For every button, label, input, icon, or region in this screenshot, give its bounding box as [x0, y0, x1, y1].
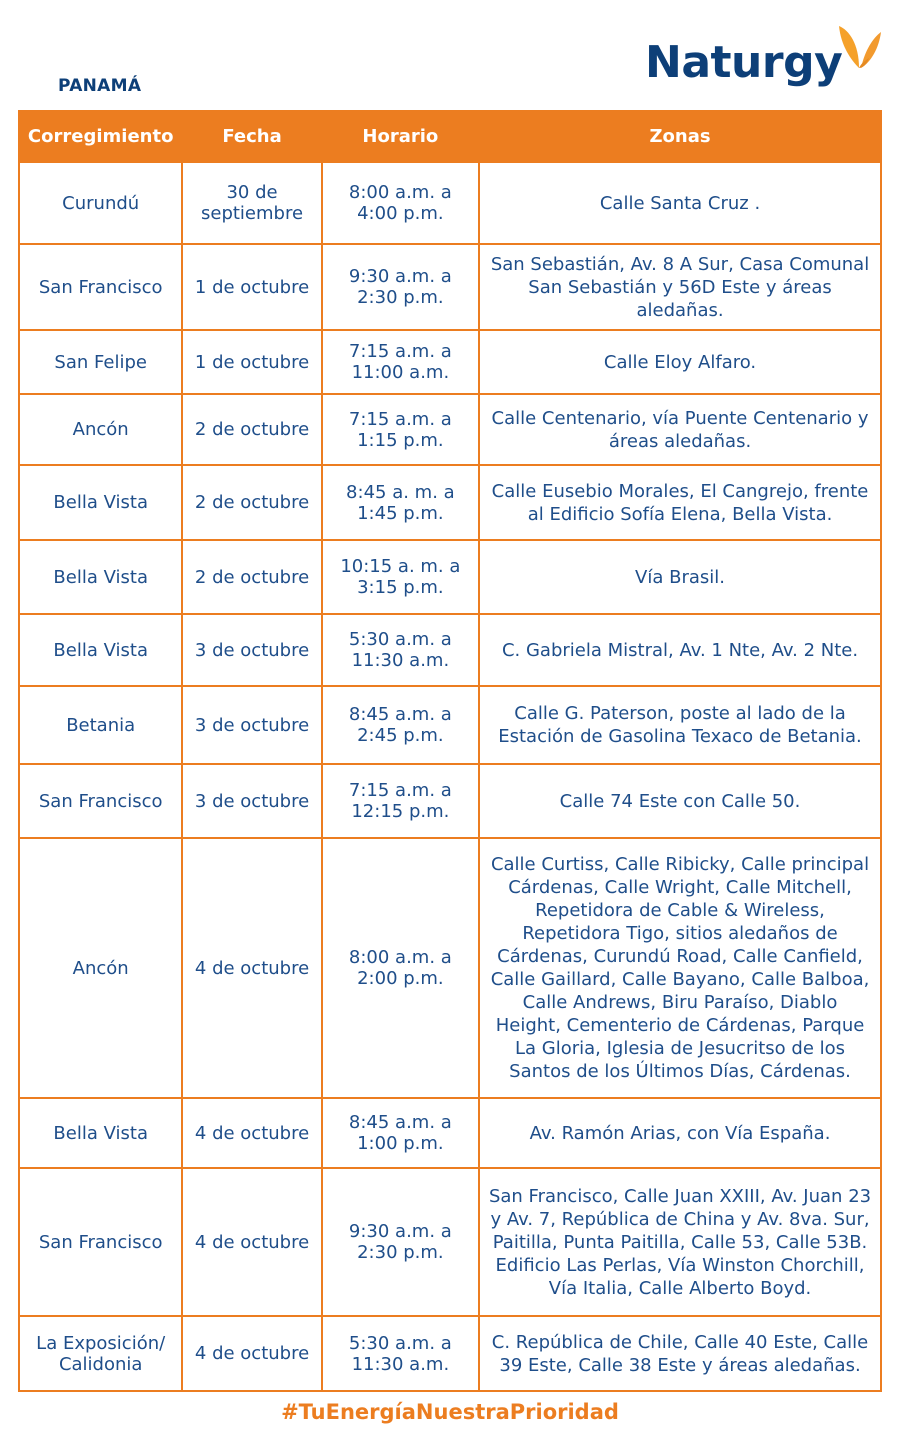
cell-horario: 8:45 a.m. a 1:00 p.m.: [322, 1098, 479, 1168]
cell-corregimiento: San Felipe: [19, 330, 182, 394]
cell-corregimiento: Ancón: [19, 838, 182, 1098]
cell-fecha: 4 de octubre: [182, 1098, 321, 1168]
cell-corregimiento: La Exposición/ Calidonia: [19, 1316, 182, 1391]
table-row: [19, 394, 881, 465]
table-row: [19, 330, 881, 394]
cell-corregimiento: Betania: [19, 686, 182, 764]
cell-fecha: 3 de octubre: [182, 764, 321, 838]
cell-zonas: C. Gabriela Mistral, Av. 1 Nte, Av. 2 Nte.: [479, 614, 881, 686]
table-row: [19, 764, 881, 838]
cell-corregimiento: San Francisco: [19, 1168, 182, 1316]
cell-corregimiento: Bella Vista: [19, 465, 182, 540]
table-row: [19, 614, 881, 686]
cell-corregimiento: Bella Vista: [19, 614, 182, 686]
cell-fecha: 3 de octubre: [182, 686, 321, 764]
column-header-corregimiento: Corregimiento: [19, 111, 182, 162]
cell-zonas: Calle Eloy Alfaro.: [479, 330, 881, 394]
table-row: [19, 838, 881, 1098]
cell-horario: 8:00 a.m. a 4:00 p.m.: [322, 162, 479, 244]
cell-fecha: 2 de octubre: [182, 465, 321, 540]
butterfly-icon: [835, 24, 885, 80]
cell-fecha: 1 de octubre: [182, 244, 321, 330]
logo-text: Naturgy: [645, 37, 843, 88]
cell-fecha: 4 de octubre: [182, 838, 321, 1098]
table-row: [19, 244, 881, 330]
cell-zonas: Calle Curtiss, Calle Ribicky, Calle principal Cárdenas, Calle Wright, Calle Mitchell, Repetidora de Cable & Wireless, Repetidora Tigo, sitios aledaños de Cárdenas, Curundú Road, Calle Canfield, Calle Gaillard, Calle Bayano, Calle Balboa, Calle Andrews, Biru Paraíso, Diablo Height, Cementerio de Cárdenas, Parque La Gloria, Iglesia de Jesucritso de los Santos de los Últimos Días, Cárdenas.: [479, 838, 881, 1098]
cell-fecha: 3 de octubre: [182, 614, 321, 686]
cell-corregimiento: San Francisco: [19, 764, 182, 838]
table-row: [19, 540, 881, 614]
table-row: [19, 1098, 881, 1168]
cell-corregimiento: San Francisco: [19, 244, 182, 330]
cell-zonas: Calle G. Paterson, poste al lado de la Estación de Gasolina Texaco de Betania.: [479, 686, 881, 764]
cell-corregimiento: Bella Vista: [19, 1098, 182, 1168]
cell-fecha: 1 de octubre: [182, 330, 321, 394]
cell-fecha: 2 de octubre: [182, 540, 321, 614]
column-header-zonas: Zonas: [479, 111, 881, 162]
cell-horario: 7:15 a.m. a 12:15 p.m.: [322, 764, 479, 838]
cell-horario: 7:15 a.m. a 1:15 p.m.: [322, 394, 479, 465]
cell-horario: 7:15 a.m. a 11:00 a.m.: [322, 330, 479, 394]
cell-horario: 10:15 a. m. a 3:15 p.m.: [322, 540, 479, 614]
cell-zonas: Vía Brasil.: [479, 540, 881, 614]
table-row: [19, 162, 881, 244]
cell-fecha: 4 de octubre: [182, 1316, 321, 1391]
schedule-table: [18, 110, 882, 1392]
naturgy-logo: [645, 24, 885, 94]
table-header-row: [19, 111, 881, 162]
column-header-fecha: Fecha: [182, 111, 321, 162]
cell-fecha: 30 de septiembre: [182, 162, 321, 244]
cell-horario: 8:00 a.m. a 2:00 p.m.: [322, 838, 479, 1098]
cell-corregimiento: Ancón: [19, 394, 182, 465]
cell-fecha: 4 de octubre: [182, 1168, 321, 1316]
table-row: [19, 1168, 881, 1316]
cell-zonas: C. República de Chile, Calle 40 Este, Calle 39 Este, Calle 38 Este y áreas aledañas.: [479, 1316, 881, 1391]
table-row: [19, 465, 881, 540]
cell-fecha: 2 de octubre: [182, 394, 321, 465]
cell-horario: 5:30 a.m. a 11:30 a.m.: [322, 1316, 479, 1391]
cell-horario: 8:45 a.m. a 2:45 p.m.: [322, 686, 479, 764]
hashtag-footer: #TuEnergíaNuestraPrioridad: [281, 1400, 619, 1424]
table-row: [19, 686, 881, 764]
cell-corregimiento: Bella Vista: [19, 540, 182, 614]
cell-horario: 5:30 a.m. a 11:30 a.m.: [322, 614, 479, 686]
cell-zonas: Calle 74 Este con Calle 50.: [479, 764, 881, 838]
cell-horario: 8:45 a. m. a 1:45 p.m.: [322, 465, 479, 540]
column-header-horario: Horario: [322, 111, 479, 162]
cell-zonas: Av. Ramón Arias, con Vía España.: [479, 1098, 881, 1168]
cell-horario: 9:30 a.m. a 2:30 p.m.: [322, 244, 479, 330]
cell-zonas: Calle Santa Cruz .: [479, 162, 881, 244]
country-label: PANAMÁ: [58, 76, 142, 96]
cell-horario: 9:30 a.m. a 2:30 p.m.: [322, 1168, 479, 1316]
cell-zonas: Calle Centenario, vía Puente Centenario y áreas aledañas.: [479, 394, 881, 465]
cell-zonas: San Sebastián, Av. 8 A Sur, Casa Comunal San Sebastián y 56D Este y áreas aledañas.: [479, 244, 881, 330]
cell-corregimiento: Curundú: [19, 162, 182, 244]
table-row: [19, 1316, 881, 1391]
cell-zonas: Calle Eusebio Morales, El Cangrejo, frente al Edificio Sofía Elena, Bella Vista.: [479, 465, 881, 540]
cell-zonas: San Francisco, Calle Juan XXIII, Av. Juan 23 y Av. 7, República de China y Av. 8va. Sur, Paitilla, Punta Paitilla, Calle 53, Calle 53B. Edificio Las Perlas, Vía Winston Chorchill, Vía Italia, Calle Alberto Boyd.: [479, 1168, 881, 1316]
